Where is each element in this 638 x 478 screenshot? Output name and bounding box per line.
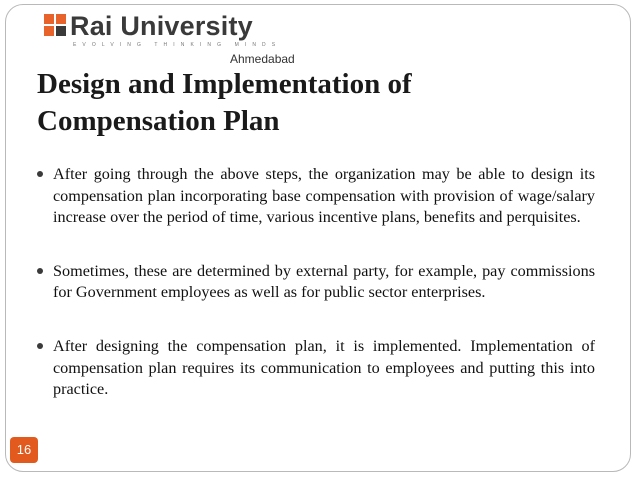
logo-tagline: EVOLVING THINKING MINDS [73, 42, 282, 48]
university-logo [44, 11, 295, 66]
bullet-item [37, 336, 595, 401]
bullet-item [37, 261, 595, 304]
logo-name: Rai University [70, 11, 253, 41]
bullet-text: Sometimes, these are determined by external party, for example, pay commissions for Government employees as well as for public sector enterprises. [53, 261, 595, 302]
bullet-icon [37, 268, 43, 274]
page-number-badge: 16 [10, 437, 38, 463]
bullet-icon [37, 171, 43, 177]
bullet-text: After going through the above steps, the organization may be able to design its compensation plan incorporating base compensation with provision of wage/salary increase over the period of time, various incentive plans, benefits and perquisites. [53, 165, 595, 227]
bullet-item [37, 164, 595, 229]
bullet-text: After designing the compensation plan, it is implemented. Implementation of compensation plan requires its communication to employees and putting this into practice. [53, 336, 595, 399]
bullet-icon [37, 343, 43, 349]
bullet-list [37, 164, 595, 401]
logo-campus: Ahmedabad [230, 52, 295, 66]
university-crest-icon [44, 14, 66, 36]
slide-title: Design and Implementation of Compensation Plan [37, 68, 412, 137]
